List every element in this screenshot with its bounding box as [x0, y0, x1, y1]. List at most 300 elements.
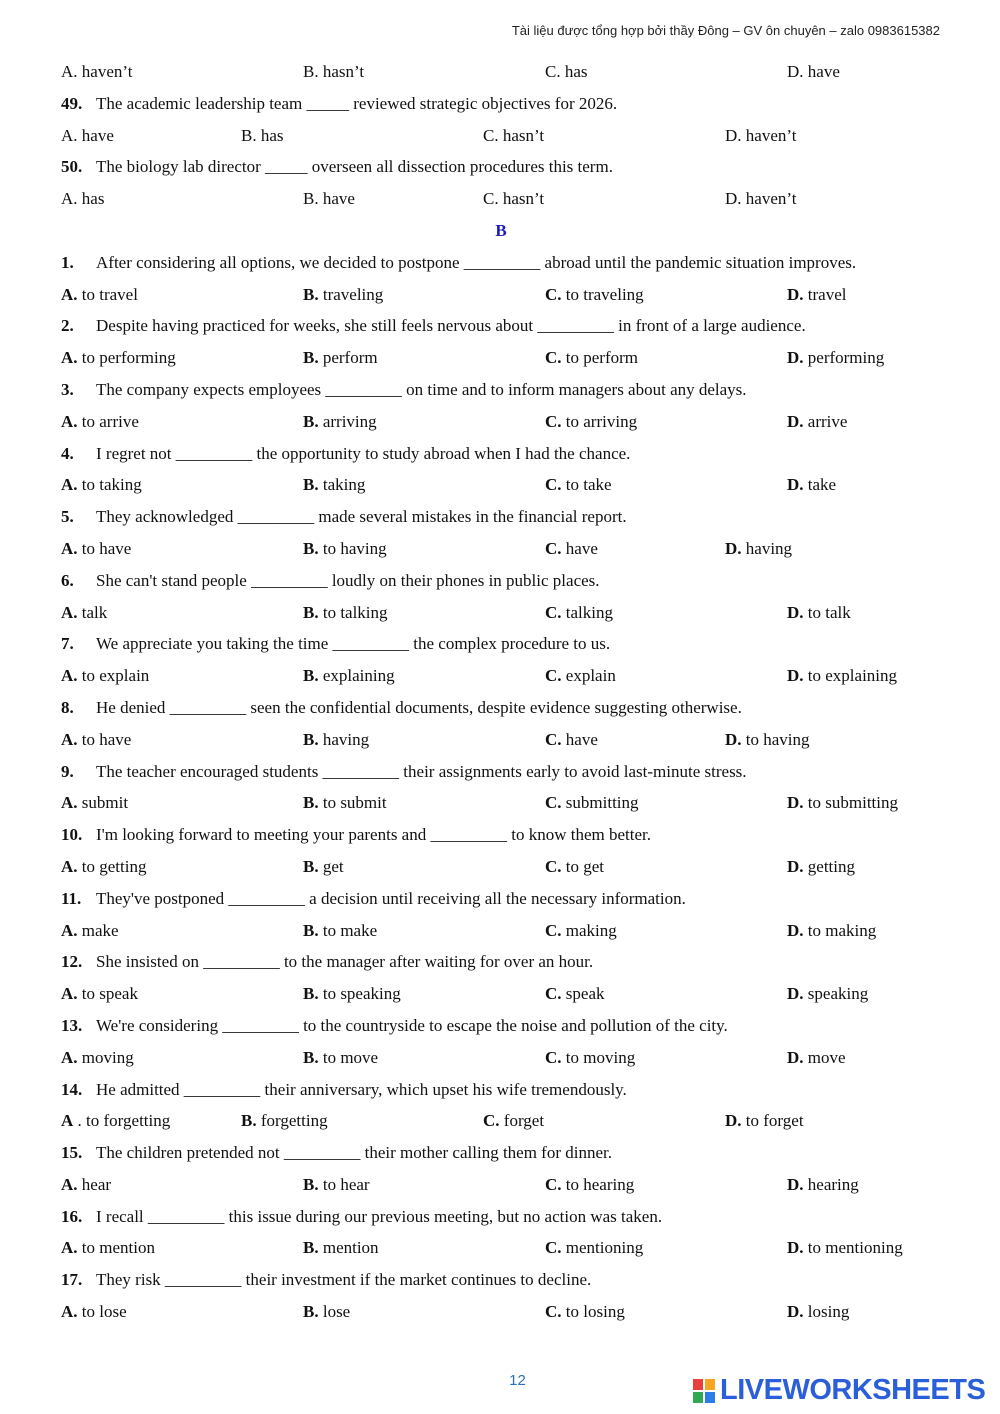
option-text: hearing — [807, 1174, 859, 1194]
option-d[interactable]: D. haven’t — [725, 125, 797, 145]
option-text: talking — [565, 602, 613, 622]
question-text: I regret not _________ the opportunity to study abroad when I had the chance. — [96, 443, 631, 463]
option-letter: B. — [303, 1047, 319, 1067]
option-text: make — [81, 920, 119, 940]
option-letter: B. — [303, 920, 319, 940]
option-text: to submitting — [807, 793, 898, 813]
question-stem — [61, 438, 941, 470]
options-row — [61, 279, 941, 311]
option-text: explain — [565, 666, 616, 686]
option-text: to move — [322, 1047, 379, 1067]
option-text: to have — [81, 538, 132, 558]
question-number: 11. — [61, 888, 82, 908]
option-a[interactable] — [61, 851, 146, 883]
option-a[interactable] — [61, 342, 176, 374]
question-number: 12. — [61, 952, 83, 972]
option-c[interactable] — [545, 469, 612, 501]
question-text: The company expects employees _________ on time and to inform managers about any delays. — [96, 379, 747, 399]
option-letter: D. — [787, 984, 804, 1004]
option-d[interactable] — [787, 1296, 849, 1328]
options-row — [61, 597, 941, 629]
option-c[interactable] — [545, 851, 604, 883]
options-row — [61, 342, 941, 374]
question-text: The biology lab director _____ overseen all dissection procedures this term. — [96, 157, 613, 177]
liveworksheets-logo-icon — [692, 1378, 716, 1404]
question-stem — [61, 1264, 941, 1296]
option-d[interactable] — [787, 851, 855, 883]
option-letter: D. — [787, 284, 804, 304]
option-b[interactable] — [303, 1296, 350, 1328]
option-text: to explain — [81, 666, 150, 686]
option-text: . to forgetting — [77, 1111, 171, 1131]
option-c[interactable] — [545, 787, 639, 819]
option-letter: A. — [61, 411, 78, 431]
option-c[interactable] — [545, 1296, 625, 1328]
option-a[interactable] — [61, 597, 107, 629]
option-letter: B. — [303, 411, 319, 431]
option-text: arrive — [807, 411, 848, 431]
question-text: After considering all options, we decided to postpone _________ abroad until the pandemic situation improves. — [96, 252, 857, 272]
option-a[interactable] — [61, 1042, 134, 1074]
option-text: submit — [81, 793, 129, 813]
option-letter: C. — [545, 1047, 562, 1067]
question-text: Despite having practiced for weeks, she still feels nervous about _________ in front of a large audience. — [96, 316, 806, 336]
option-b[interactable] — [303, 1232, 379, 1264]
options-row — [61, 406, 941, 438]
option-b[interactable] — [303, 1042, 378, 1074]
option-text: to lose — [81, 1302, 127, 1322]
option-letter: A. — [61, 602, 78, 622]
option-a[interactable] — [61, 724, 131, 756]
option-letter: A. — [61, 475, 78, 495]
option-text: hear — [81, 1174, 112, 1194]
option-d[interactable]: D. haven’t — [725, 189, 797, 209]
option-c[interactable]: C. hasn’t — [483, 189, 545, 209]
option-d[interactable] — [787, 406, 847, 438]
option-b[interactable] — [303, 533, 387, 565]
option-b[interactable] — [303, 406, 377, 438]
option-text: making — [565, 920, 617, 940]
option-text: to traveling — [565, 284, 644, 304]
option-d[interactable]: D. have — [787, 62, 840, 81]
options-row — [61, 851, 941, 883]
option-letter: B. — [303, 602, 319, 622]
option-text: to speaking — [322, 984, 401, 1004]
question-text: He admitted _________ their anniversary, which upset his wife tremendously. — [96, 1079, 627, 1099]
option-text: losing — [807, 1302, 850, 1322]
question-number: 4. — [61, 443, 74, 463]
options-row — [61, 1169, 941, 1201]
option-text: to speak — [81, 984, 138, 1004]
option-letter: C. — [545, 984, 562, 1004]
question-text: We're considering _________ to the countryside to escape the noise and pollution of the city. — [96, 1015, 728, 1035]
question-text: She insisted on _________ to the manager after waiting for over an hour. — [96, 952, 594, 972]
option-text: to losing — [565, 1302, 625, 1322]
option-a[interactable] — [61, 787, 128, 819]
option-letter: A — [61, 1111, 74, 1131]
options-row — [61, 724, 941, 756]
option-text: get — [322, 856, 344, 876]
question-number: 14. — [61, 1079, 83, 1099]
option-letter: B. — [303, 793, 319, 813]
option-c[interactable] — [545, 279, 644, 311]
question-stem — [61, 565, 941, 597]
option-letter: B. — [303, 1302, 319, 1322]
option-text: having — [745, 538, 793, 558]
option-letter: B. — [303, 666, 319, 686]
question-number: 1. — [61, 252, 74, 272]
question-number: 6. — [61, 570, 74, 590]
option-a[interactable]: A. have — [61, 125, 114, 145]
option-text: to arriving — [565, 411, 638, 431]
option-letter: D. — [787, 475, 804, 495]
option-b[interactable] — [303, 342, 378, 374]
option-a[interactable]: A. has — [61, 189, 105, 209]
option-c[interactable] — [545, 660, 616, 692]
question-stem — [61, 374, 941, 406]
option-text: to take — [565, 475, 612, 495]
option-text: mention — [322, 1238, 379, 1258]
option-letter: D. — [725, 729, 742, 749]
question-number: 7. — [61, 634, 74, 654]
option-letter: C. — [545, 348, 562, 368]
option-a[interactable] — [61, 1296, 127, 1328]
option-text: to taking — [81, 475, 142, 495]
option-c[interactable] — [545, 978, 605, 1010]
section-title: B — [495, 220, 507, 240]
option-text: taking — [322, 475, 366, 495]
options-row — [61, 915, 941, 947]
question-stem — [61, 501, 941, 533]
option-letter: A. — [61, 284, 78, 304]
question-stem — [61, 1137, 941, 1169]
option-text: have — [565, 729, 598, 749]
option-b[interactable] — [303, 978, 401, 1010]
option-a[interactable] — [61, 915, 119, 947]
option-letter: A. — [61, 1302, 78, 1322]
option-d[interactable] — [787, 660, 897, 692]
option-text: moving — [81, 1047, 134, 1067]
option-b[interactable]: B. hasn’t — [303, 62, 365, 81]
option-letter: A. — [61, 984, 78, 1004]
option-text: to hear — [322, 1174, 370, 1194]
option-c[interactable] — [545, 1042, 635, 1074]
option-letter: D. — [787, 602, 804, 622]
option-text: to making — [807, 920, 877, 940]
option-letter: C. — [483, 1111, 500, 1131]
option-text: travel — [807, 284, 847, 304]
option-letter: C. — [545, 475, 562, 495]
question-text: The teacher encouraged students _________ their assignments early to avoid last-minute stress. — [96, 761, 747, 781]
option-letter: B. — [303, 475, 319, 495]
option-letter: C. — [545, 1174, 562, 1194]
option-a[interactable] — [61, 660, 149, 692]
option-c[interactable] — [483, 1105, 544, 1137]
option-text: to having — [322, 538, 387, 558]
option-letter: B. — [241, 1111, 257, 1131]
option-b[interactable] — [303, 660, 395, 692]
question-number: 8. — [61, 697, 74, 717]
option-letter: C. — [545, 729, 562, 749]
question-number: 3. — [61, 379, 74, 399]
option-letter: D. — [787, 1174, 804, 1194]
option-c[interactable]: C. hasn’t — [483, 125, 545, 145]
option-text: forget — [503, 1111, 545, 1131]
option-letter: B. — [303, 1174, 319, 1194]
question-stem — [61, 88, 941, 120]
option-letter: D. — [787, 1302, 804, 1322]
options-row — [61, 533, 941, 565]
option-text: to talking — [322, 602, 388, 622]
option-a[interactable] — [61, 279, 138, 311]
option-d[interactable] — [787, 342, 884, 374]
question-number: 16. — [61, 1206, 83, 1226]
option-d[interactable] — [787, 1042, 846, 1074]
question-stem — [61, 628, 941, 660]
question-number: 49. — [61, 93, 83, 113]
question-text: The academic leadership team _____ reviewed strategic objectives for 2026. — [96, 93, 618, 113]
option-c[interactable] — [545, 1169, 634, 1201]
option-letter: D. — [725, 1111, 742, 1131]
question-number: 50. — [61, 157, 83, 177]
option-letter: A. — [61, 793, 78, 813]
option-a[interactable] — [61, 978, 138, 1010]
option-d[interactable] — [787, 1232, 903, 1264]
option-c[interactable] — [545, 724, 598, 756]
option-b[interactable] — [303, 851, 344, 883]
option-text: to forget — [745, 1111, 804, 1131]
option-letter: D. — [787, 920, 804, 940]
option-letter: D. — [787, 1047, 804, 1067]
option-text: performing — [807, 348, 885, 368]
options-row — [61, 469, 941, 501]
option-letter: D. — [787, 793, 804, 813]
option-d[interactable] — [725, 533, 792, 565]
question-stem — [61, 756, 941, 788]
option-letter: C. — [545, 1302, 562, 1322]
option-d[interactable] — [725, 724, 810, 756]
option-d[interactable] — [787, 279, 846, 311]
option-text: mentioning — [565, 1238, 644, 1258]
option-text: forgetting — [260, 1111, 328, 1131]
option-c[interactable] — [545, 915, 617, 947]
option-letter: B. — [303, 348, 319, 368]
worksheet-content — [61, 56, 941, 1328]
option-letter: D. — [787, 1238, 804, 1258]
option-c[interactable] — [545, 406, 637, 438]
option-text: traveling — [322, 284, 384, 304]
question-text: I recall _________ this issue during our previous meeting, but no action was taken. — [96, 1206, 663, 1226]
question-number: 15. — [61, 1143, 83, 1163]
option-letter: C. — [545, 538, 562, 558]
brand-logo — [692, 1374, 985, 1407]
question-stem — [61, 819, 941, 851]
options-row — [61, 1042, 941, 1074]
option-a[interactable] — [61, 533, 131, 565]
option-text: to make — [322, 920, 378, 940]
option-a[interactable] — [61, 469, 142, 501]
option-b[interactable]: B. has — [241, 125, 284, 145]
question-stem — [61, 151, 941, 183]
options-row — [61, 787, 941, 819]
question-stem — [61, 946, 941, 978]
option-letter: D. — [787, 666, 804, 686]
page-number: 12 — [509, 1372, 526, 1389]
option-letter: B. — [303, 856, 319, 876]
option-text: to have — [81, 729, 132, 749]
question-stem — [61, 247, 941, 279]
option-letter: A. — [61, 729, 78, 749]
option-text: to arrive — [81, 411, 139, 431]
option-letter: A. — [61, 856, 78, 876]
question-stem — [61, 1201, 941, 1233]
option-letter: A. — [61, 666, 78, 686]
options-row — [61, 56, 941, 88]
option-a[interactable] — [61, 1105, 170, 1137]
option-text: to travel — [81, 284, 138, 304]
option-b[interactable] — [303, 1169, 370, 1201]
option-text: to mention — [81, 1238, 155, 1258]
option-text: getting — [807, 856, 855, 876]
option-letter: D. — [787, 348, 804, 368]
question-stem — [61, 883, 941, 915]
option-text: move — [807, 1047, 846, 1067]
option-text: arriving — [322, 411, 377, 431]
question-number: 2. — [61, 316, 74, 336]
question-text: They've postponed _________ a decision until receiving all the necessary information. — [96, 888, 686, 908]
option-a[interactable] — [61, 1169, 111, 1201]
option-letter: A. — [61, 1238, 78, 1258]
option-letter: D. — [787, 856, 804, 876]
question-list — [61, 247, 941, 1328]
option-c[interactable]: C. has — [545, 62, 588, 81]
question-number: 9. — [61, 761, 74, 781]
option-text: to get — [565, 856, 605, 876]
option-d[interactable] — [787, 978, 868, 1010]
option-text: submitting — [565, 793, 639, 813]
option-b[interactable] — [303, 787, 387, 819]
option-letter: C. — [545, 793, 562, 813]
option-b[interactable]: B. have — [303, 189, 355, 209]
option-text: to explaining — [807, 666, 898, 686]
option-a[interactable] — [61, 406, 139, 438]
option-c[interactable] — [545, 342, 638, 374]
option-letter: B. — [303, 538, 319, 558]
option-c[interactable] — [545, 1232, 643, 1264]
option-letter: C. — [545, 411, 562, 431]
option-letter: B. — [303, 984, 319, 1004]
option-a[interactable]: A. haven’t — [61, 62, 133, 81]
option-b[interactable] — [303, 915, 377, 947]
option-letter: C. — [545, 666, 562, 686]
option-text: to perform — [565, 348, 639, 368]
question-text: He denied _________ seen the confidential documents, despite evidence suggesting otherwise. — [96, 697, 742, 717]
option-a[interactable] — [61, 1232, 155, 1264]
option-text: speak — [565, 984, 605, 1004]
option-d[interactable] — [725, 1105, 804, 1137]
option-text: to moving — [565, 1047, 636, 1067]
question-text: We appreciate you taking the time _________ the complex procedure to us. — [96, 634, 611, 654]
option-b[interactable] — [303, 279, 383, 311]
question-stem — [61, 1074, 941, 1106]
option-text: to getting — [81, 856, 147, 876]
option-letter: B. — [303, 284, 319, 304]
question-text: The children pretended not _________ their mother calling them for dinner. — [96, 1143, 612, 1163]
option-text: to having — [745, 729, 810, 749]
option-c[interactable] — [545, 597, 613, 629]
option-letter: A. — [61, 538, 78, 558]
option-letter: B. — [303, 729, 319, 749]
option-letter: D. — [725, 538, 742, 558]
option-letter: A. — [61, 1047, 78, 1067]
option-text: having — [322, 729, 370, 749]
question-text: They acknowledged _________ made several mistakes in the financial report. — [96, 507, 627, 527]
option-text: speaking — [807, 984, 869, 1004]
question-stem — [61, 692, 941, 724]
question-stem — [61, 1010, 941, 1042]
option-text: to mentioning — [807, 1238, 903, 1258]
question-number: 5. — [61, 507, 74, 527]
option-d[interactable] — [787, 597, 851, 629]
option-b[interactable] — [303, 597, 388, 629]
option-letter: A. — [61, 920, 78, 940]
options-row — [61, 120, 941, 152]
options-row — [61, 1105, 941, 1137]
option-text: explaining — [322, 666, 395, 686]
question-number: 17. — [61, 1270, 83, 1290]
option-d[interactable] — [787, 787, 898, 819]
option-text: to hearing — [565, 1174, 635, 1194]
option-letter: A. — [61, 1174, 78, 1194]
option-b[interactable] — [241, 1105, 328, 1137]
option-letter: C. — [545, 602, 562, 622]
options-row — [61, 660, 941, 692]
option-d[interactable] — [787, 1169, 859, 1201]
option-letter: C. — [545, 284, 562, 304]
option-text: have — [565, 538, 598, 558]
option-letter: C. — [545, 920, 562, 940]
option-text: take — [807, 475, 837, 495]
question-text: She can't stand people _________ loudly on their phones in public places. — [96, 570, 600, 590]
option-d[interactable] — [787, 469, 836, 501]
option-text: talk — [81, 602, 108, 622]
options-row — [61, 978, 941, 1010]
brand-name: LIVEWORKSHEETS — [720, 1374, 986, 1406]
option-letter: A. — [61, 348, 78, 368]
option-b[interactable] — [303, 724, 369, 756]
option-text: lose — [322, 1302, 351, 1322]
question-number: 10. — [61, 825, 83, 845]
page-header: Tài liệu được tổng hợp bởi thầy Đông – GV ôn chuyên – zalo 0983615382 — [511, 23, 940, 38]
option-letter: B. — [303, 1238, 319, 1258]
question-text: I'm looking forward to meeting your parents and _________ to know them better. — [96, 825, 651, 845]
question-text: They risk _________ their investment if the market continues to decline. — [96, 1270, 592, 1290]
options-row — [61, 183, 941, 215]
option-letter: D. — [787, 411, 804, 431]
option-d[interactable] — [787, 915, 876, 947]
option-letter: C. — [545, 1238, 562, 1258]
option-text: to submit — [322, 793, 387, 813]
option-text: to talk — [807, 602, 851, 622]
option-letter: C. — [545, 856, 562, 876]
option-b[interactable] — [303, 469, 365, 501]
options-row — [61, 1296, 941, 1328]
option-c[interactable] — [545, 533, 598, 565]
question-stem — [61, 310, 941, 342]
options-row — [61, 1232, 941, 1264]
option-text: to performing — [81, 348, 176, 368]
option-text: perform — [322, 348, 378, 368]
